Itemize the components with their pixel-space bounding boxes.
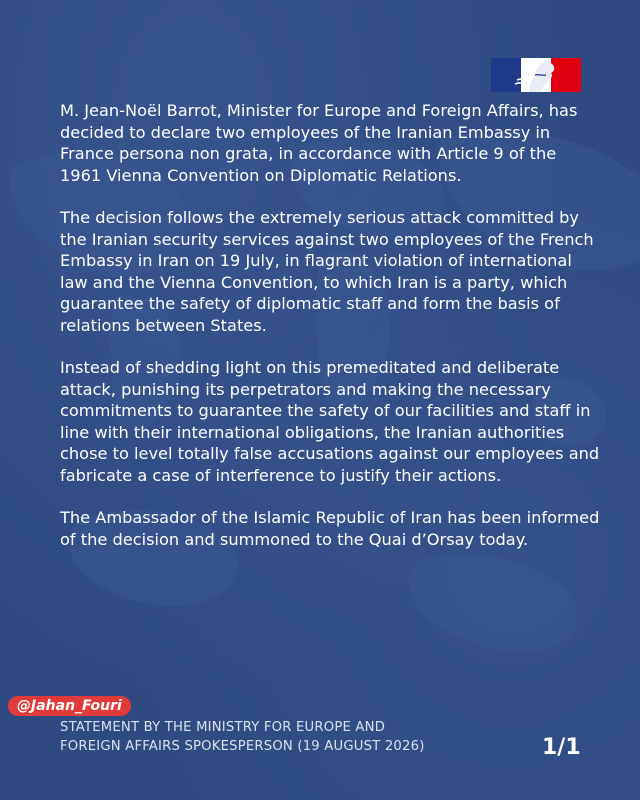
marianne-logo-icon — [491, 58, 581, 92]
channel-handle-badge[interactable]: @Jahan_Fouri — [8, 696, 131, 716]
paragraph-4: The Ambassador of the Islamic Republic of Iran has been informed of the decision and summoned to the Quai d’Orsay today. — [60, 508, 600, 549]
footer-line-1: STATEMENT BY THE MINISTRY FOR EUROPE AND — [60, 720, 386, 735]
paragraph-1: M. Jean-Noël Barrot, Minister for Europe and Foreign Affairs, has decided to declare two employees of the Iranian Embassy in France persona non grata, in accordance with Article 9 of the 1961 Vienna Convention on Diplomatic Relations. — [60, 101, 578, 185]
footer-line-2: FOREIGN AFFAIRS SPOKESPERSON (19 AUGUST 2026) — [60, 738, 425, 754]
statement-footer — [60, 719, 520, 756]
paragraph-2: The decision follows the extremely serious attack committed by the Iranian security services against two employees of the French Embassy in Iran on 19 July, in flagrant violation of international law and the Vienna Convention, to which Iran is a party, which guarantee the safety of diplomatic staff and form the basis of relations between States. — [60, 208, 594, 335]
paragraph-3: Instead of shedding light on this premeditated and deliberate attack, punishing its perpetrators and making the necessary commitments to guarantee the safety of our facilities and staff in line with their international obligations, the Iranian authorities chose to level totally false accusations against our employees and fabricate a case of interference to justify their actions. — [60, 358, 600, 485]
statement-body — [60, 100, 600, 571]
page-indicator: 1/1 — [542, 735, 581, 760]
